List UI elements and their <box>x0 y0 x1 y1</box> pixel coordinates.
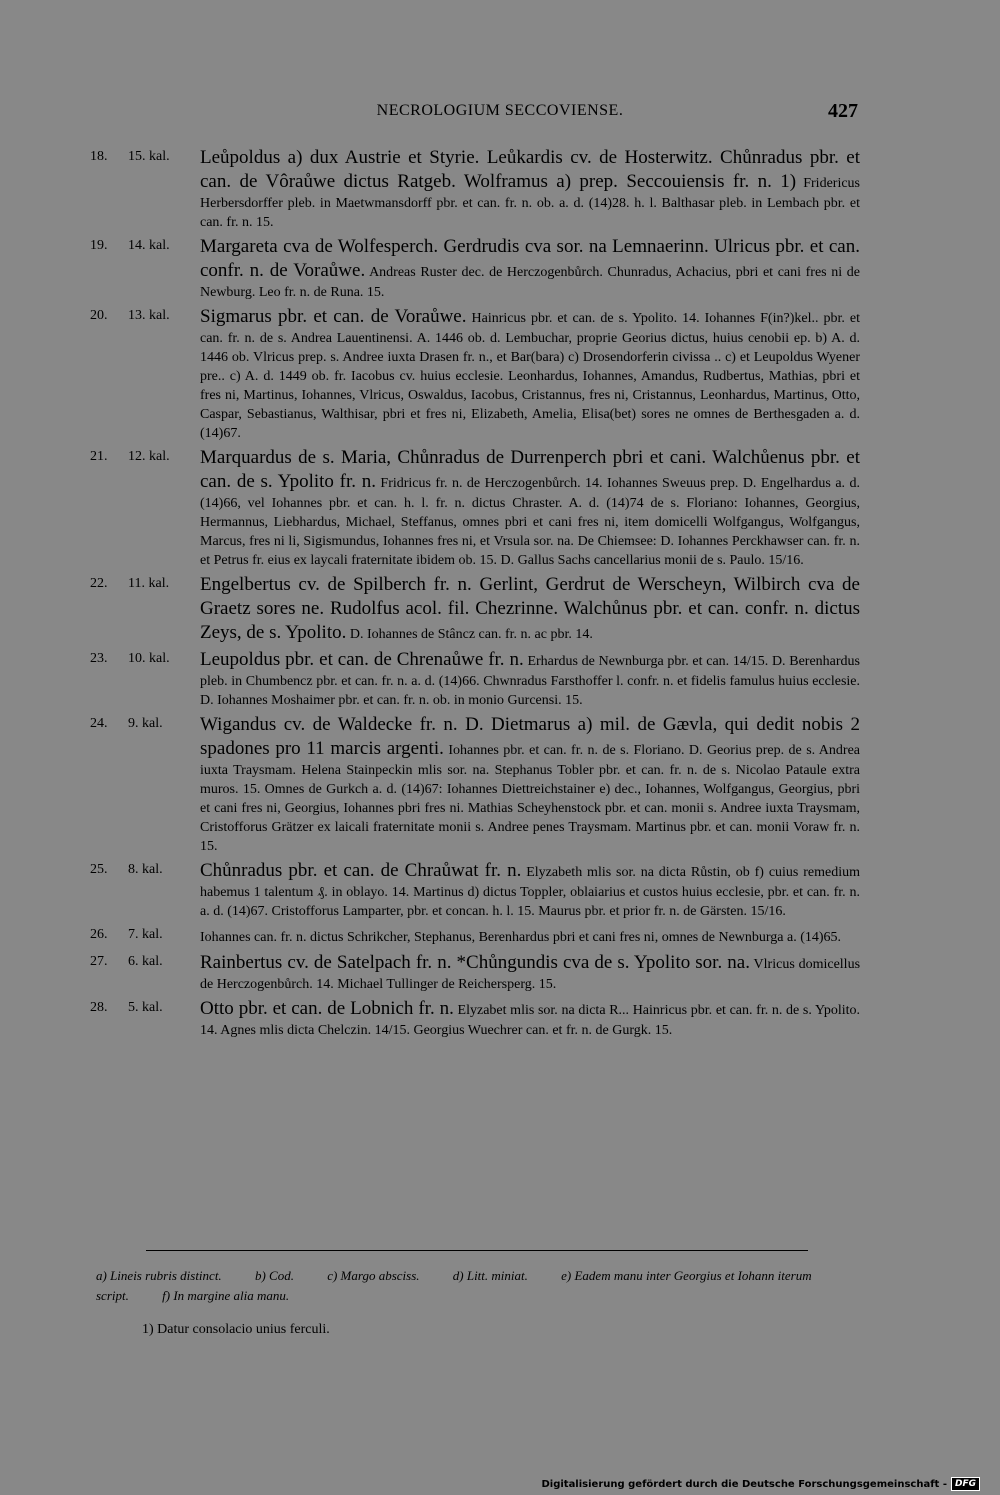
footer-text: Digitalisierung gefördert durch die Deutsche Forschungsgemeinschaft - <box>541 1478 947 1490</box>
entry-text <box>200 146 860 232</box>
entry-text <box>200 713 860 856</box>
apparatus-notes <box>96 1266 860 1306</box>
note-e: e) Eadem manu inter Georgius et Iohann iterum script. <box>96 1268 812 1303</box>
entry <box>90 924 860 948</box>
entry <box>90 146 860 232</box>
entry-kalends: 11. kal. <box>128 576 170 591</box>
entry <box>90 573 860 645</box>
entry-main-text: Otto pbr. et can. de Lobnich fr. n. <box>200 998 454 1019</box>
entry-text <box>200 446 860 570</box>
entry-kalends: 8. kal. <box>128 862 163 877</box>
entry-text <box>200 997 860 1040</box>
entry-day-number: 27. <box>90 954 108 969</box>
entry-later-additions: Fridricus fr. n. de Herczogenbůrch. 14. Iohannes Sweuus prep. D. Engelhardus a. d. (14)66, vel Iohannes pbr. et can. h. l. fr. n. dictus Chraster. A. d. (14)74 de s. Floriano: Iohannes, Georgius, Hermannus, Liebhardus, Michael, Steffanus, omnes pbri et cani fres ni, item domicelli Wolfgangus, Wolfgangus, Marcus, fres ni li, Sigismundus, Iohannes fres ni, et Vrsula sor. na. De Chiemsee: D. Iohannes Perckhawser can. fr. n. et Petrus fr. eius ex laycali fraternitate ibidem ob. 15. D. Gallus Sachs cancellarius monii de s. Paulo. 15/16. <box>200 476 860 568</box>
entry-later-additions: Iohannes can. fr. n. dictus Schrikcher, Stephanus, Berenhardus pbri et cani fres ni, omnes de Newnburga a. (14)65. <box>200 930 842 945</box>
entry-text <box>200 573 860 645</box>
entry <box>90 446 860 570</box>
entry-day-number: 19. <box>90 238 108 253</box>
entry-kalends: 7. kal. <box>128 927 163 942</box>
entry-later-additions: Elyzabeth mlis sor. na dicta Růstin, ob f) cuius remedium habemus 1 talentum ₰. in oblayo. 14. Martinus d) dictus Toppler, oblaiarius et custos huius ecclesie, pbr. et can. fr. n. a. d. (14)67. Cristofforus Lamparter, pbr. et concan. h. l. 15. Maurus pbr. et prior fr. n. de Gärsten. 15/16. <box>200 865 860 919</box>
entry-later-additions: Elyzabet mlis sor. na dicta R... Hainricus pbr. et can. fr. n. de s. Ypolito. 14. Agnes mlis dicta Chelczin. 14/15. Georgius Wuechrer can. et fr. n. de Gurgk. 15. <box>200 1003 861 1038</box>
entry-kalends: 9. kal. <box>128 716 163 731</box>
entry-main-text: Engelbertus cv. de Spilberch fr. n. Gerlint, Gerdrut de Werscheyn, Wilbirch cva de Graetz sores ne. Rudolfus acol. fil. Chezrinne. Walchůnus pbr. et can. confr. n. dictus Zeys, de s. Ypolito. <box>200 574 860 643</box>
entry-kalends: 13. kal. <box>128 308 170 323</box>
note-c: c) Margo absciss. <box>327 1268 420 1283</box>
note-d: d) Litt. miniat. <box>452 1268 528 1283</box>
entry-later-additions: Vlricus domicellus de Herczogenbůrch. 14. Michael Tullinger de Reichersperg. 15. <box>200 957 861 992</box>
page-header <box>0 100 1000 130</box>
entry-day-number: 20. <box>90 308 108 323</box>
entry <box>90 305 860 443</box>
entry-main-text: Sigmarus pbr. et can. de Voraůwe. <box>200 306 467 327</box>
entry-main-text: Margareta cva de Wolfesperch. Gerdrudis cva sor. na Lemnaerinn. Ulricus pbr. et can. confr. n. de Voraůwe. <box>200 236 860 281</box>
note-a: a) Lineis rubris distinct. <box>96 1268 222 1283</box>
entry-day-number: 26. <box>90 927 108 942</box>
entry-text <box>200 305 860 443</box>
entry-later-additions: Iohannes pbr. et can. fr. n. de s. Floriano. D. Georius prep. de s. Andrea iuxta Traysmam. Helena Stainpeckin mlis sor. na. Stephanus Tobler pbr. et can. fr. n. de s. Nicolao Pataule extra muros. 15. Omnes de Gurkch a. d. (14)67: Iohannes Diettreichstainer e) dec., Iohannes, Wolfgangus, Georgius, pbri et cani fres ni, Georgius, Iohannes pbri fres ni. Mathias Scheyhenstock pbr. et can. monii s. Andree iuxta Traysmam, Cristofforus Grätzer ex laicali fraternitate monii s. Andree penes Traysmam. Martinus pbr. et can. monii Voraw fr. n. 15. <box>200 743 861 854</box>
entry <box>90 648 860 710</box>
dfg-logo: DFG <box>951 1477 980 1491</box>
entry-day-number: 25. <box>90 862 108 877</box>
entry-text <box>200 235 860 302</box>
entry-kalends: 6. kal. <box>128 954 163 969</box>
entry-day-number: 22. <box>90 576 108 591</box>
entry <box>90 235 860 302</box>
entry-later-additions: Andreas Ruster dec. de Herczogenbůrch. Chunradus, Achacius, pbri et cani fres ni de Newburg. Leo fr. n. de Runa. 15. <box>200 265 860 300</box>
entry-main-text: Chůnradus pbr. et can. de Chraůwat fr. n. <box>200 860 522 881</box>
entry-day-number: 23. <box>90 651 108 666</box>
entry-text <box>200 859 860 921</box>
entry-main-text: Leupoldus pbr. et can. de Chrenaůwe fr. n. <box>200 649 524 670</box>
necrology-entries <box>90 146 860 1043</box>
entry-later-additions: Hainricus pbr. et can. de s. Ypolito. 14. Iohannes F(in?)kel.. pbr. et can. fr. n. de s. Andrea Lauentinensi. A. 1446 ob. d. Lembuchar, proprie Georius dictus, huius cenobii ep. b) A. d. 1446 ob. Vlricus prep. s. Andree iuxta Drasen fr. n., et Bar(bara) c) Drosendorferin civissa .. c) et Leupoldus Wyener pre.. c) A. d. 1449 ob. fr. Iacobus cv. huius ecclesie. Leonhardus, Iohannes, Amandus, Rudbertus, Mathias, pbri et fres ni, Martinus, Iohannes, Vlricus, Oswaldus, Iacobus, Cristannus, fres ni, Cristannus, Leonhardus, Martinus, Otto, Caspar, Sebastianus, Walthisar, pbri et fres ni, Elizabeth, Amelia, Elisa(bet) sores ne omnes de Berthesgaden a. d. (14)67. <box>200 311 860 441</box>
entry-kalends: 10. kal. <box>128 651 170 666</box>
entry-text <box>200 924 860 948</box>
entry-later-additions: D. Iohannes de Stâncz can. fr. n. ac pbr. 14. <box>349 627 593 642</box>
entry-text <box>200 951 860 994</box>
entry-later-additions: Erhardus de Newnburga pbr. et can. 14/15. D. Berenhardus pleb. in Chumbencz pbr. et can. fr. n. a. d. (14)66. Chwnradus Farsthoffer l. confr. n. et fidelis famulus huius ecclesie. D. Iohannes Moshaimer pbr. et can. fr. n. ob. in monio Gurcensi. 15. <box>200 654 860 708</box>
page-number: 427 <box>828 100 858 122</box>
entry-main-text: Wigandus cv. de Waldecke fr. n. D. Dietmarus a) mil. de Gævla, qui dedit nobis 2 spadones pro 11 marcis argenti. <box>200 714 860 759</box>
entry-kalends: 14. kal. <box>128 238 170 253</box>
footnote-divider <box>146 1250 808 1251</box>
entry-kalends: 15. kal. <box>128 149 170 164</box>
note-f: f) In margine alia manu. <box>162 1288 290 1303</box>
entry-main-text: Rainbertus cv. de Satelpach fr. n. *Chůngundis cva de s. Ypolito sor. na. <box>200 952 750 973</box>
page-title: NECROLOGIUM SECCOVIENSE. <box>376 102 624 119</box>
entry-text <box>200 648 860 710</box>
footnote: 1) Datur consolacio unius ferculi. <box>142 1322 330 1337</box>
entry-kalends: 5. kal. <box>128 1000 163 1015</box>
entry-kalends: 12. kal. <box>128 449 170 464</box>
entry-later-additions: Fridericus Herbersdorffer pleb. in Maetwmansdorff pbr. et can. fr. n. ob. a. d. (14)28. h. l. Balthasar pleb. in Lembach pbr. et can. fr. n. 15. <box>200 176 860 230</box>
entry <box>90 997 860 1040</box>
note-b: b) Cod. <box>254 1268 294 1283</box>
entry-main-text: Leůpoldus a) dux Austrie et Styrie. Leůkardis cv. de Hosterwitz. Chůnradus pbr. et can. de Vôraůwe dictus Ratgeb. Wolframus a) prep. Seccouiensis fr. n. 1) <box>200 147 860 192</box>
entry <box>90 951 860 994</box>
entry-day-number: 28. <box>90 1000 108 1015</box>
entry-main-text: Marquardus de s. Maria, Chůnradus de Durrenperch pbri et cani. Walchůenus pbr. et can. de s. Ypolito fr. n. <box>200 447 860 492</box>
footer-credit <box>541 1477 980 1491</box>
entry-day-number: 18. <box>90 149 108 164</box>
entry <box>90 713 860 856</box>
entry-day-number: 24. <box>90 716 108 731</box>
entry-day-number: 21. <box>90 449 108 464</box>
entry <box>90 859 860 921</box>
